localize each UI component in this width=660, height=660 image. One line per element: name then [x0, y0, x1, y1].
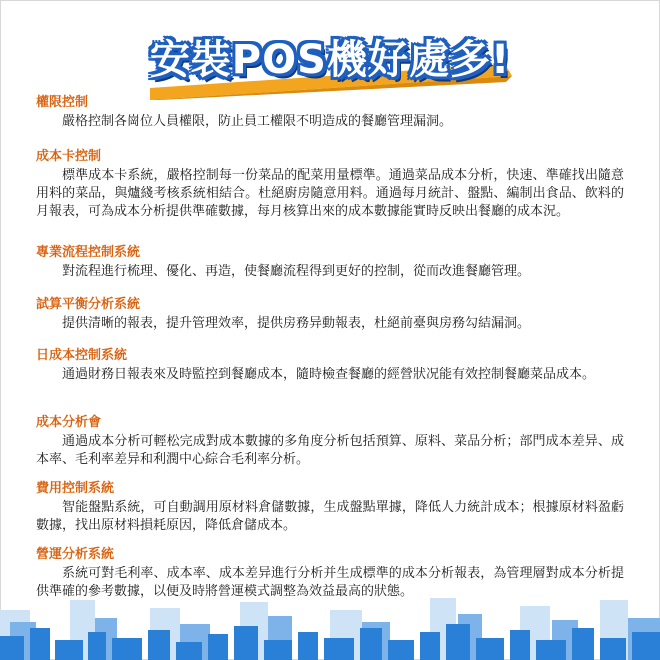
- city-skyline-decoration: [0, 580, 660, 660]
- section-body: 提供清晰的報表，提升管理效率，提供房務异動報表，杜絕前臺與房務勾結漏洞。: [62, 316, 531, 331]
- section-heading: 權限控制: [36, 95, 89, 110]
- section-heading: 成本卡控制: [36, 149, 102, 164]
- section-body: 嚴格控制各崗位人員權限，防止員工權限不明造成的餐廳管理漏洞。: [62, 114, 453, 129]
- section-heading: 試算平衡分析系統: [36, 297, 141, 312]
- section-process-control: [36, 244, 624, 281]
- section-body: 通過財務日報表來及時監控到餐廳成本，隨時檢查餐廳的經營狀况能有效控制餐廳菜品成本。: [62, 367, 596, 382]
- title-banner: [0, 0, 660, 100]
- page-title: 安裝POS機好處多!: [149, 37, 511, 83]
- section-body: 通過成本分析可輕松完成對成本數據的多角度分析包括預算、原料、菜品分析；部門成本差异、成本率、毛利率差异和利潤中心綜合毛利率分析。: [36, 434, 624, 467]
- section-cost-analysis-meeting: [36, 414, 624, 469]
- section-body: 標準成本卡系統，嚴格控制每一份菜品的配菜用量標準。通過菜品成本分析，快速、準確找出隨意用料的菜品，與爐綫考核系統相結合。杜絕廚房隨意用料。通過每月統計、盤點、編制出食品、飲料的月報表，可為成本分析提供準確數據，每月核算出來的成本數據能實時反映出餐廳的成本況。: [36, 168, 624, 219]
- section-heading: 費用控制系統: [36, 481, 115, 496]
- section-expense-control: [36, 480, 624, 535]
- section-heading: 營運分析系統: [36, 547, 115, 562]
- section-body: 對流程進行梳理、優化、再造，使餐廳流程得到更好的控制，從而改進餐廳管理。: [62, 264, 531, 279]
- section-body: 智能盤點系統，可自動調用原材料倉儲數據，生成盤點單據，降低人力統計成本；根據原材料盈虧數據，找出原材料損耗原因，降低倉儲成本。: [36, 500, 624, 533]
- section-cost-card-control: [36, 148, 624, 221]
- section-heading: 日成本控制系統: [36, 348, 128, 363]
- section-trial-balance: [36, 296, 624, 333]
- section-heading: 專業流程控制系統: [36, 245, 141, 260]
- section-body: 系統可對毛利率、成本率、成本差异進行分析并生成標準的成本分析報表，為管理層對成本分析提供準確的參考數據，以便及時將營運模式調整為效益最高的狀態。: [36, 566, 624, 599]
- section-permission-control: [36, 94, 624, 131]
- section-daily-cost-control: [36, 347, 624, 384]
- section-heading: 成本分析會: [36, 415, 102, 430]
